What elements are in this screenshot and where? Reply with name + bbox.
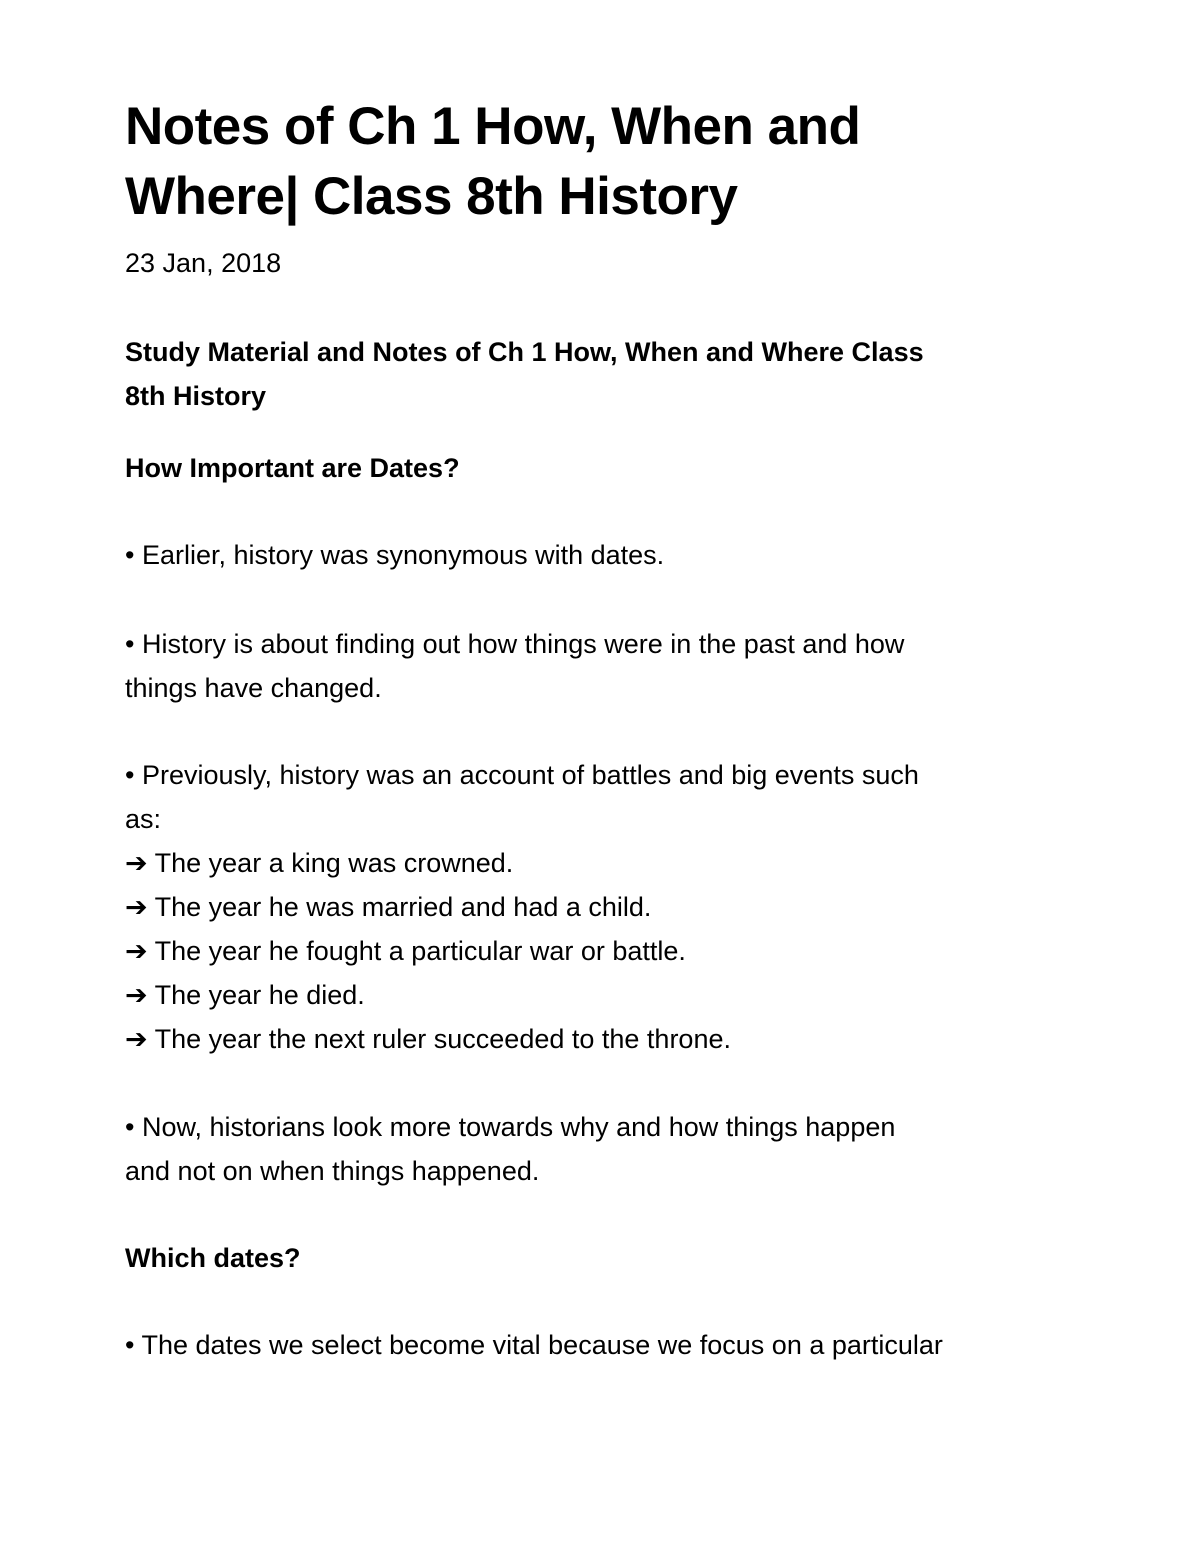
bullet-text: • History is about finding out how things were in the past and how (125, 629, 905, 659)
bullet-text: things have changed. (125, 673, 382, 703)
arrow-item: ➔ The year he was married and had a child. (125, 892, 652, 922)
subtitle-line-1: Study Material and Notes of Ch 1 How, When and Where Class (125, 337, 924, 367)
bullet-text: • The dates we select become vital because we focus on a particular (125, 1330, 943, 1360)
arrow-item: ➔ The year he fought a particular war or battle. (125, 936, 686, 966)
section-heading-which-dates: Which dates? (125, 1243, 301, 1273)
arrow-item: ➔ The year the next ruler succeeded to the throne. (125, 1024, 731, 1054)
page-title (125, 92, 1085, 232)
bullet-text: • Now, historians look more towards why and how things happen (125, 1112, 896, 1142)
bullet-text: as: (125, 804, 162, 834)
subtitle (125, 330, 1085, 418)
arrow-item: ➔ The year he died. (125, 980, 365, 1010)
arrow-item: ➔ The year a king was crowned. (125, 848, 514, 878)
section-heading-important-dates: How Important are Dates? (125, 453, 460, 483)
title-line-1: Notes of Ch 1 How, When and (125, 97, 861, 156)
bullet-text: and not on when things happened. (125, 1156, 540, 1186)
bullet-point (125, 1105, 1085, 1193)
bullet-point (125, 753, 1085, 1061)
bullet-point (125, 533, 1085, 577)
bullet-text: • Previously, history was an account of battles and big events such (125, 760, 919, 790)
title-line-2: Where| Class 8th History (125, 167, 738, 226)
bullet-point (125, 622, 1085, 710)
bullet-text: • Earlier, history was synonymous with dates. (125, 540, 665, 570)
bullet-point (125, 1323, 1085, 1367)
subtitle-line-2: 8th History (125, 381, 267, 411)
publish-date: 23 Jan, 2018 (125, 248, 282, 278)
